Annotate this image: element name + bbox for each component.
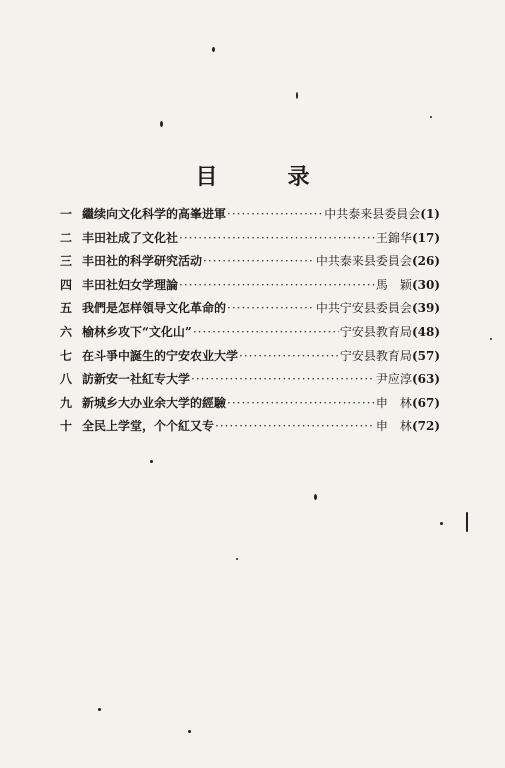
entry-title: 訪新安一社紅专大学 bbox=[82, 372, 191, 387]
toc-entry bbox=[60, 227, 440, 251]
entry-page: (72) bbox=[411, 419, 440, 434]
entry-page: (17) bbox=[411, 230, 440, 245]
entry-title: 新城乡大办业余大学的經驗 bbox=[82, 395, 227, 410]
scan-speck bbox=[430, 116, 432, 118]
entry-number: 十 bbox=[60, 419, 73, 434]
entry-title: 全民上学堂，个个紅又专 bbox=[82, 419, 215, 434]
toc-entry bbox=[60, 250, 440, 274]
entry-title: 繼续向文化科学的高峯进軍 bbox=[82, 207, 227, 221]
page-title: 目 录 bbox=[195, 164, 334, 190]
entry-page: (48) bbox=[411, 324, 440, 339]
entry-author: 馬 颖 bbox=[375, 277, 412, 292]
entry-author: 宁安县教育局 bbox=[339, 324, 412, 339]
toc-entry bbox=[60, 415, 440, 439]
scan-speck bbox=[160, 121, 163, 127]
entry-author: 申 林 bbox=[375, 419, 412, 434]
scan-speck bbox=[314, 494, 317, 500]
entry-number: 二 bbox=[60, 230, 73, 245]
dot-leader bbox=[179, 274, 375, 298]
scan-speck bbox=[98, 708, 101, 711]
scan-speck bbox=[188, 730, 191, 733]
entry-author: 申 林 bbox=[375, 395, 412, 410]
entry-title: 丰田社成了文化社 bbox=[82, 230, 179, 245]
toc-entry bbox=[60, 203, 440, 227]
entry-page: (39) bbox=[411, 301, 440, 316]
dot-leader bbox=[239, 345, 339, 369]
scan-speck bbox=[296, 92, 298, 99]
dot-leader bbox=[203, 250, 315, 274]
entry-page: (30) bbox=[411, 277, 440, 292]
entry-title: 在斗爭中誕生的宁安农业大学 bbox=[82, 348, 239, 363]
scan-speck bbox=[212, 47, 215, 52]
entry-author: 王錦华 bbox=[375, 230, 412, 245]
entry-number: 六 bbox=[60, 324, 73, 339]
dot-leader bbox=[227, 297, 315, 321]
scan-speck bbox=[490, 338, 492, 340]
entry-author: 中共泰来县委員会 bbox=[315, 254, 412, 269]
entry-author: 宁安县教育局 bbox=[339, 348, 412, 363]
entry-page: (26) bbox=[411, 254, 440, 269]
entry-title: 我們是怎样領导文化革命的 bbox=[82, 301, 227, 316]
scan-speck bbox=[236, 558, 238, 560]
entry-number: 九 bbox=[60, 395, 73, 410]
toc-entry bbox=[60, 321, 440, 345]
entry-title: 丰田社的科学研究活动 bbox=[82, 254, 203, 269]
entry-page: (63) bbox=[411, 372, 440, 387]
toc-entry bbox=[60, 392, 440, 416]
entry-author: 中共泰来县委員会 bbox=[324, 207, 421, 221]
scan-speck bbox=[440, 522, 443, 525]
entry-number: 三 bbox=[60, 254, 73, 269]
dot-leader bbox=[193, 321, 339, 345]
toc-entry bbox=[60, 345, 440, 369]
dot-leader bbox=[227, 203, 323, 227]
toc-entry bbox=[60, 368, 440, 392]
entry-number: 一 bbox=[60, 207, 73, 221]
toc-entry bbox=[60, 274, 440, 298]
scan-speck bbox=[466, 512, 468, 532]
entry-page: (57) bbox=[411, 348, 440, 363]
dot-leader bbox=[227, 392, 375, 416]
entry-title: 榆林乡攻下“文化山” bbox=[82, 324, 192, 339]
entry-number: 七 bbox=[60, 348, 73, 363]
entry-number: 五 bbox=[60, 301, 73, 316]
toc-entry bbox=[60, 297, 440, 321]
scan-speck bbox=[150, 460, 153, 463]
entry-number: 八 bbox=[60, 372, 73, 387]
dot-leader bbox=[191, 368, 375, 392]
dot-leader bbox=[215, 415, 375, 439]
entry-title: 丰田社妇女学理論 bbox=[82, 277, 179, 292]
entry-number: 四 bbox=[60, 277, 73, 292]
entry-author: 中共宁安县委員会 bbox=[315, 301, 412, 316]
entry-page: (1) bbox=[420, 207, 440, 221]
entry-page: (67) bbox=[411, 395, 440, 410]
entry-author: 尹应淳 bbox=[375, 372, 412, 387]
table-of-contents bbox=[60, 203, 440, 439]
dot-leader bbox=[179, 227, 375, 251]
